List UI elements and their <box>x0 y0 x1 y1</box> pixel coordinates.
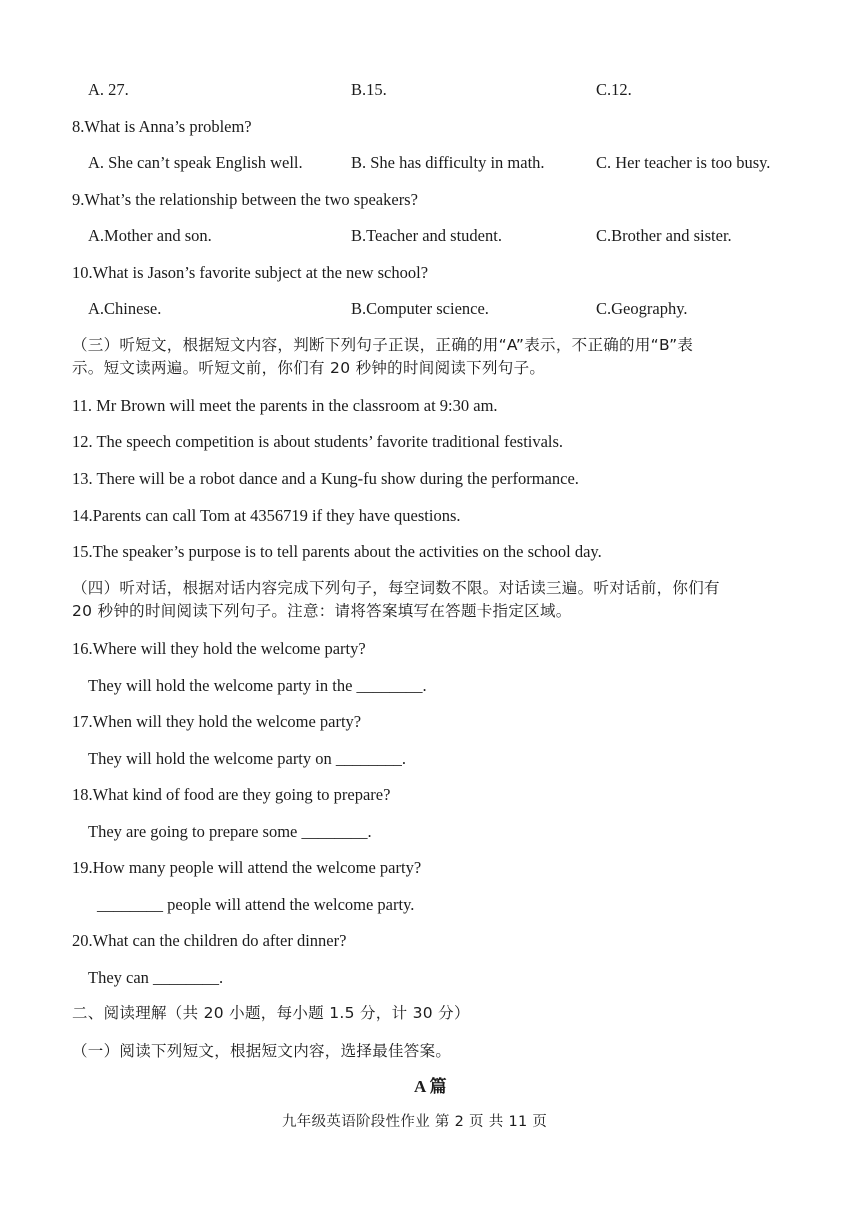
passage-a-heading: A 篇 <box>414 1077 447 1096</box>
q9-option-a: A.Mother and son. <box>88 226 212 245</box>
section4-instructions-line1: （四）听对话，根据对话内容完成下列句子，每空词数不限。对话读三遍。听对话前，你们有 <box>72 579 720 597</box>
q7-option-c: C.12. <box>596 80 632 99</box>
q10-question: 10.What is Jason’s favorite subject at the new school? <box>72 263 429 282</box>
q10-option-a: A.Chinese. <box>88 299 162 318</box>
q17-answer-sentence: They will hold the welcome party on ________. <box>88 749 407 768</box>
statement-11: 11. Mr Brown will meet the parents in the classroom at 9:30 am. <box>72 396 498 415</box>
q7-option-a: A. 27. <box>88 80 129 99</box>
statement-13: 13. There will be a robot dance and a Kung-fu show during the performance. <box>72 469 579 488</box>
q10-option-b: B.Computer science. <box>351 299 489 318</box>
q10-option-c: C.Geography. <box>596 299 688 318</box>
page-footer: 九年级英语阶段性作业 第 2 页 共 11 页 <box>282 1114 548 1130</box>
q17-question: 17.When will they hold the welcome party? <box>72 712 362 731</box>
q20-answer-sentence: They can ________. <box>88 968 224 987</box>
q20-question: 20.What can the children do after dinner? <box>72 931 347 950</box>
section4-instructions-line2: 20 秒钟的时间阅读下列句子。注意：请将答案填写在答题卡指定区域。 <box>72 602 572 620</box>
statement-14: 14.Parents can call Tom at 4356719 if they have questions. <box>72 506 461 525</box>
q8-option-b: B. She has difficulty in math. <box>351 153 545 172</box>
section3-instructions-line1: （三）听短文，根据短文内容，判断下列句子正误，正确的用“A”表示，不正确的用“B”表 <box>72 336 694 354</box>
q16-question: 16.Where will they hold the welcome party? <box>72 639 366 658</box>
q8-option-a: A. She can’t speak English well. <box>88 153 303 172</box>
q9-question: 9.What’s the relationship between the two speakers? <box>72 190 418 209</box>
q19-answer-sentence: ________ people will attend the welcome party. <box>97 895 415 914</box>
q9-option-b: B.Teacher and student. <box>351 226 502 245</box>
q7-option-b: B.15. <box>351 80 387 99</box>
q8-option-c: C. Her teacher is too busy. <box>596 153 771 172</box>
q18-answer-sentence: They are going to prepare some ________. <box>88 822 372 841</box>
statement-12: 12. The speech competition is about students’ favorite traditional festivals. <box>72 432 564 451</box>
part2-title: 二、阅读理解（共 20 小题，每小题 1.5 分，计 30 分） <box>72 1004 470 1022</box>
statement-15: 15.The speaker’s purpose is to tell parents about the activities on the school day. <box>72 542 602 561</box>
q18-question: 18.What kind of food are they going to prepare? <box>72 785 391 804</box>
q8-question: 8.What is Anna’s problem? <box>72 117 252 136</box>
part2-sub-instructions: （一）阅读下列短文，根据短文内容，选择最佳答案。 <box>72 1042 452 1060</box>
section3-instructions-line2: 示。短文读两遍。听短文前，你们有 20 秒钟的时间阅读下列句子。 <box>72 359 546 377</box>
q16-answer-sentence: They will hold the welcome party in the ________. <box>88 676 427 695</box>
q19-question: 19.How many people will attend the welcome party? <box>72 858 422 877</box>
q9-option-c: C.Brother and sister. <box>596 226 732 245</box>
